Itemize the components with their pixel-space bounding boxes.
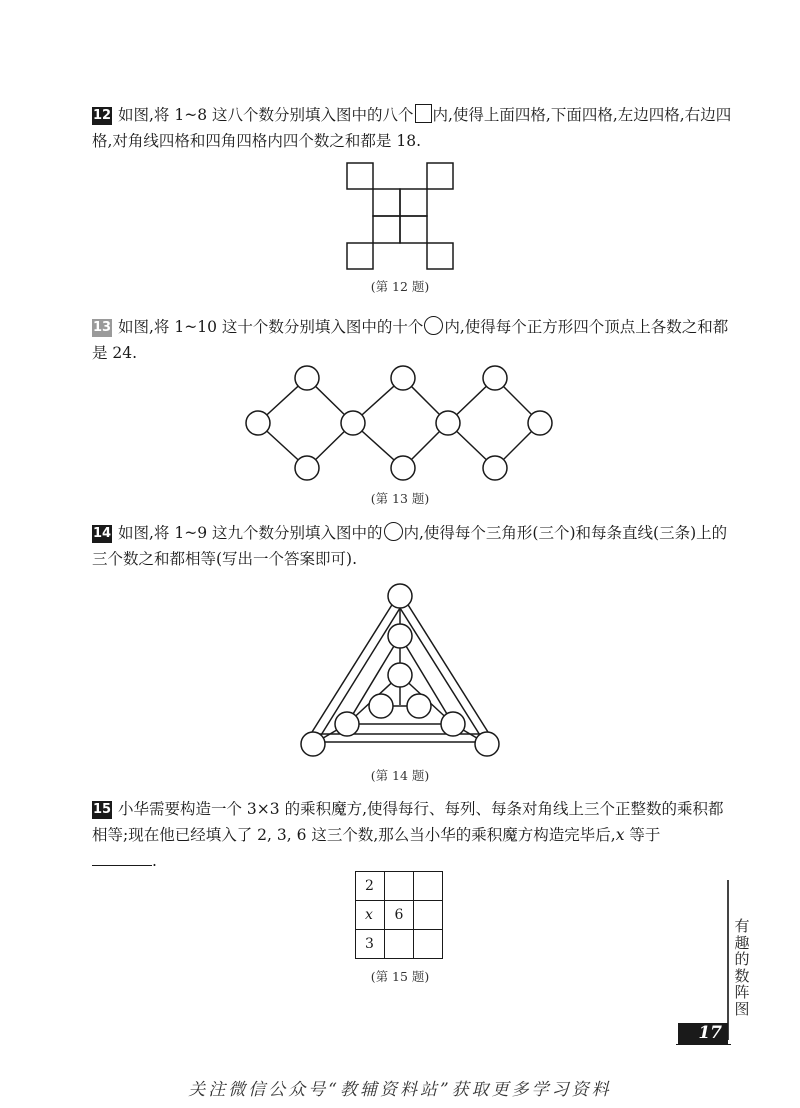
problem-text: 内,使得每个三角形(三个)和每条直线(三条)上的三个数之和都相等(写出一个答案即可).: [92, 524, 728, 568]
magic-square: [355, 871, 443, 959]
problem-text: 内,使得上面四格,下面四格,左边四格,右边四格,对角线四格和四角四格内四个数之和都是 18.: [92, 106, 732, 150]
grid-cell[interactable]: [414, 901, 443, 930]
variable-x: x: [615, 826, 625, 844]
footer-watermark: 关注微信公众号“教辅资料站”获取更多学习资料: [188, 1080, 612, 1100]
problem-text: 内,使得每个正方形四个顶点上各数之和都是 24.: [92, 318, 729, 362]
problem-number: 15: [92, 802, 112, 817]
problem-15: [92, 796, 732, 874]
grid-cell[interactable]: 2: [356, 872, 385, 901]
grid-cell[interactable]: 6: [385, 901, 414, 930]
figure-caption: (第 12 题): [370, 279, 430, 294]
page-number: 17: [678, 1023, 728, 1044]
grid-cell[interactable]: 3: [356, 930, 385, 959]
figure-caption: (第 14 题): [370, 768, 430, 783]
figure-node: [301, 732, 325, 756]
figure-node: [388, 584, 412, 608]
problem-text: 如图,将 1~8 这八个数分别填入图中的八个: [118, 106, 414, 124]
problem-number: 14: [92, 526, 112, 541]
grid-cell[interactable]: [414, 872, 443, 901]
figure-node: [407, 694, 431, 718]
figure-node: [388, 663, 412, 687]
sidebar-divider: [727, 880, 729, 1040]
figure-node: [335, 712, 359, 736]
grid-cell[interactable]: [414, 930, 443, 959]
chapter-title: 有趣的数阵图: [734, 917, 750, 1018]
answer-blank[interactable]: [92, 851, 152, 866]
problem-number: 12: [92, 108, 112, 123]
problem-text: 等于: [624, 826, 661, 844]
problem-text: 小华需要构造一个 3×3 的乘积魔方,使得每行、每列、每条对角线上三个正整数的乘积都相等;现在他已经填入了 2, 3, 6 这三个数,那么当小华的乘积魔方构造完毕后,: [92, 800, 724, 844]
grid-cell[interactable]: [385, 930, 414, 959]
problem-number: 13: [92, 320, 112, 335]
grid-cell[interactable]: [385, 872, 414, 901]
page-rule: [676, 1044, 731, 1045]
problem-text: 如图,将 1~9 这九个数分别填入图中的: [118, 524, 383, 542]
figure-caption: (第 13 题): [370, 491, 430, 506]
grid-cell[interactable]: x: [356, 901, 385, 930]
problem-text: .: [152, 852, 157, 870]
problem-text: 如图,将 1~10 这十个数分别填入图中的十个: [118, 318, 424, 336]
figure-node: [475, 732, 499, 756]
figure-node: [441, 712, 465, 736]
figure-node: [369, 694, 393, 718]
figure-caption: (第 15 题): [370, 969, 430, 984]
figure-node: [388, 624, 412, 648]
